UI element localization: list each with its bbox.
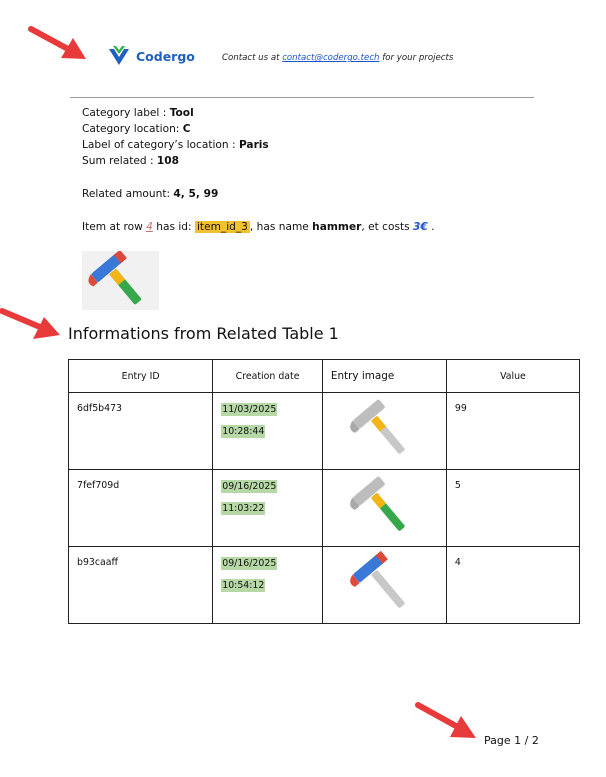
entry-id: 7fef709d xyxy=(77,480,120,491)
page-number: Page 1 / 2 xyxy=(484,734,539,747)
category-label-value: Tool xyxy=(169,107,194,119)
table-row xyxy=(69,547,580,624)
brand-logo xyxy=(107,45,195,67)
table-row xyxy=(69,393,580,470)
col-header-entry-id: Entry ID xyxy=(69,360,213,393)
arrow-icon xyxy=(414,700,480,742)
item-row-number: 4 xyxy=(146,221,153,233)
hammer-icon xyxy=(323,470,446,543)
related-table xyxy=(68,359,580,624)
contact-suffix: for your projects xyxy=(382,53,454,63)
brand-name: Codergo xyxy=(136,48,195,64)
contact-prefix: Contact us at xyxy=(222,53,280,63)
col-header-value: Value xyxy=(446,360,579,393)
item-description-line: Item at row 4 has id: item_id_3 , has name hammer, et costs 3€ . xyxy=(82,221,435,233)
item-cost: 3€ xyxy=(413,221,428,233)
sum-related-value: 108 xyxy=(156,155,180,167)
entry-id: b93caaff xyxy=(77,557,118,568)
contact-line xyxy=(222,53,453,63)
creation-time: 10:54:12 xyxy=(222,580,265,591)
creation-time: 11:03:22 xyxy=(222,503,265,514)
table-header-row xyxy=(69,360,580,393)
entry-value: 99 xyxy=(454,403,467,414)
creation-date: 11/03/2025 xyxy=(222,404,277,415)
related-amount-value: 4, 5, 99 xyxy=(173,188,219,200)
entry-id: 6df5b473 xyxy=(77,403,123,414)
table-row xyxy=(69,470,580,547)
arrow-icon xyxy=(28,26,90,62)
header-divider xyxy=(70,97,534,98)
col-header-creation-date: Creation date xyxy=(213,360,323,393)
related-amount-line: Related amount: 4, 5, 99 xyxy=(82,188,219,200)
entry-value: 5 xyxy=(454,480,461,491)
col-header-entry-image: Entry image xyxy=(322,360,446,393)
item-name: hammer xyxy=(312,221,362,233)
contact-email-link[interactable]: contact@codergo.tech xyxy=(282,53,380,63)
hammer-icon xyxy=(323,547,446,620)
arrow-icon xyxy=(0,305,64,341)
hammer-icon xyxy=(82,251,159,310)
codergo-logo-icon xyxy=(107,45,131,67)
creation-date: 09/16/2025 xyxy=(222,558,277,569)
entry-value: 4 xyxy=(454,557,461,568)
sum-related-line: Sum related : 108 xyxy=(82,155,180,167)
category-location-value: C xyxy=(182,123,191,135)
creation-time: 10:28:44 xyxy=(222,426,265,437)
hammer-icon xyxy=(323,393,446,466)
category-location-label-value: Paris xyxy=(238,139,269,151)
category-location-label-line: Label of category’s location : Paris xyxy=(82,139,269,151)
category-label-line: Category label : Tool xyxy=(82,107,194,119)
item-image xyxy=(82,251,159,310)
section-title: Informations from Related Table 1 xyxy=(68,324,339,343)
creation-date: 09/16/2025 xyxy=(222,481,277,492)
category-location-line: Category location: C xyxy=(82,123,191,135)
item-id-highlight: item_id_3 xyxy=(196,221,248,233)
